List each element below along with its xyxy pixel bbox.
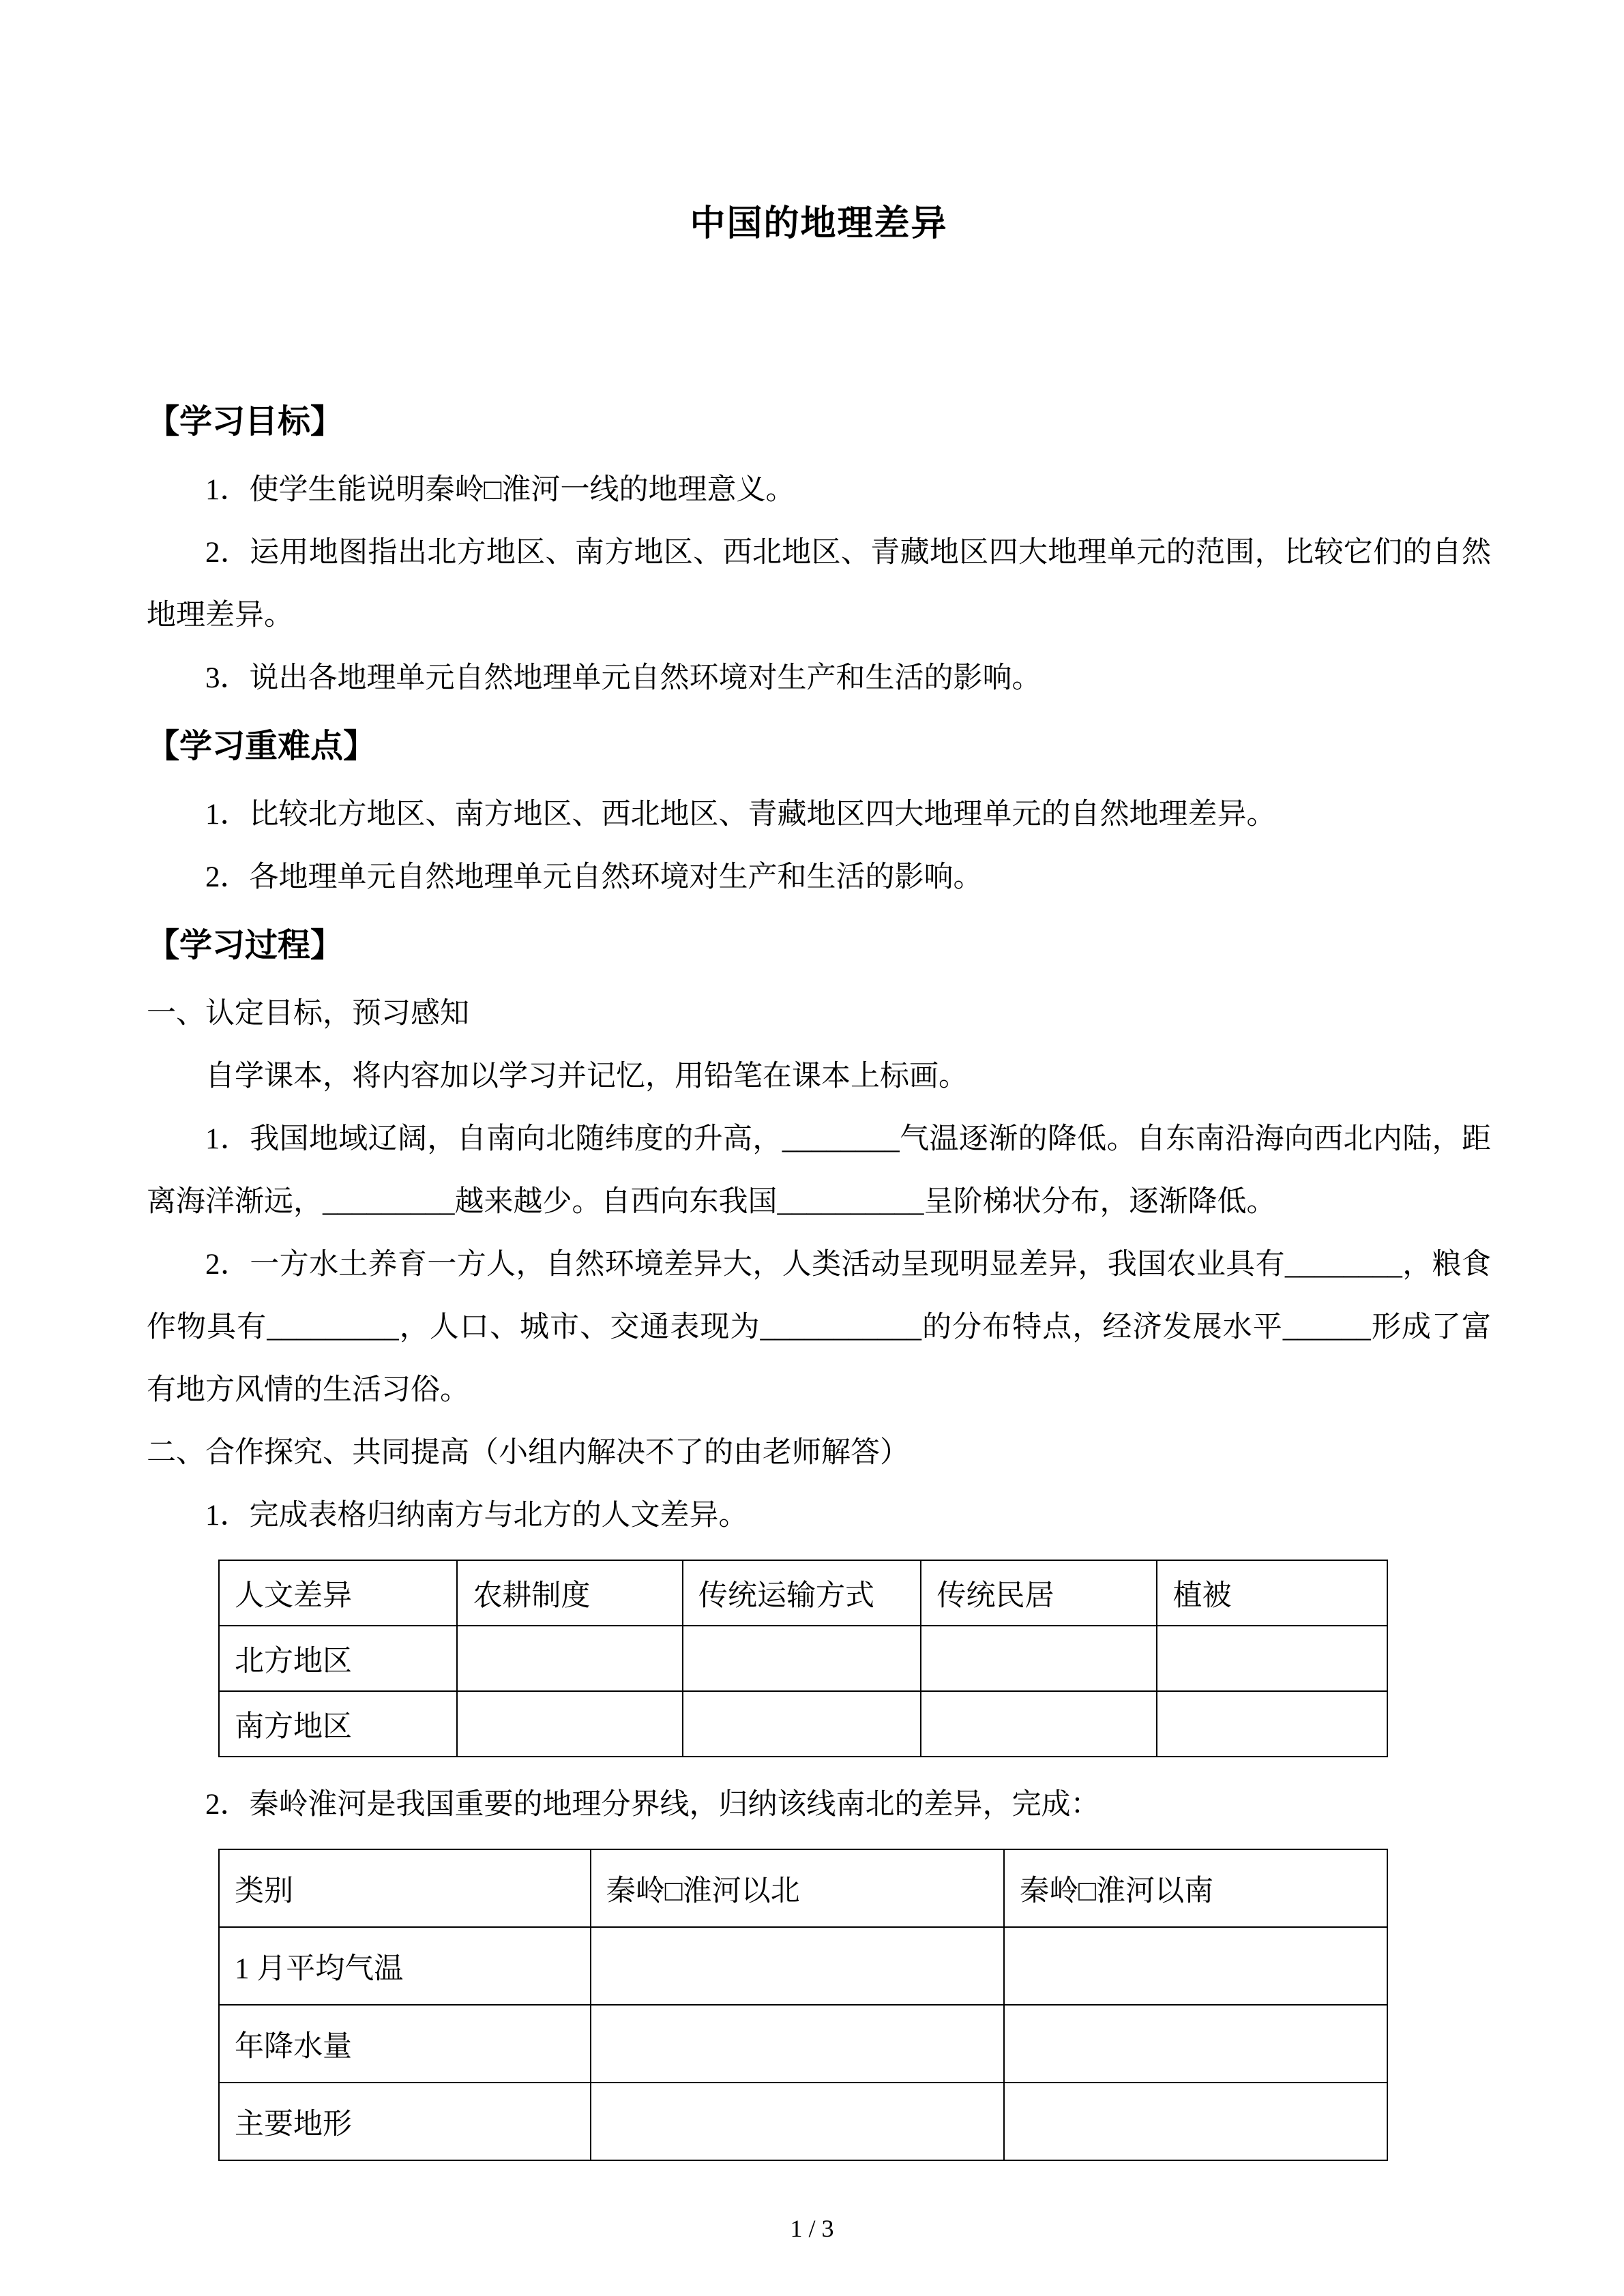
- objectives-item-3: 3．说出各地理单元自然地理单元自然环境对生产和生活的影响。: [205, 662, 1042, 694]
- key-points-heading: 【学习重难点】: [147, 728, 377, 764]
- empty-answer-cell: [1004, 1927, 1387, 2005]
- process-part1-item-2: 2．一方水土养育一方人，自然环境差异大，人类活动呈现明显差异，我国农业具有________，粮食作物具有_________，人口、城市、交通表现为___________的分布特点，经济发展水平______形成了富有地方风情的生活习俗。: [147, 1249, 1491, 1406]
- table1-header-cell: 传统运输方式: [683, 1560, 921, 1626]
- section-objectives: [147, 385, 1491, 710]
- table1-header-cell: 农耕制度: [457, 1560, 683, 1626]
- table2-row-label: 1 月平均气温: [219, 1927, 591, 2005]
- table-row: [219, 1927, 1387, 2005]
- task2-label: 2．秦岭淮河是我国重要的地理分界线，归纳该线南北的差异，完成：: [205, 1789, 1100, 1821]
- empty-answer-cell: [921, 1626, 1157, 1691]
- table-row: [219, 2005, 1387, 2083]
- key-points-item-1: 1．比较北方地区、南方地区、西北地区、青藏地区四大地理单元的自然地理差异。: [205, 799, 1276, 831]
- humanities-difference-table: [218, 1560, 1388, 1757]
- objectives-heading: 【学习目标】: [147, 404, 344, 440]
- section-key-points: [147, 710, 1491, 909]
- table2-header-cell: 秦岭□淮河以南: [1004, 1849, 1387, 1927]
- empty-answer-cell: [457, 1626, 683, 1691]
- process-part1-intro: 自学课本，将内容加以学习并记忆，用铅笔在课本上标画。: [205, 1060, 968, 1092]
- objectives-item-2: 2．运用地图指出北方地区、南方地区、西北地区、青藏地区四大地理单元的范围，比较它们的自然地理差异。: [147, 537, 1491, 631]
- table2-row-label: 主要地形: [219, 2083, 591, 2160]
- empty-answer-cell: [1157, 1691, 1387, 1757]
- process-heading: 【学习过程】: [147, 927, 344, 964]
- table-row: [219, 2083, 1387, 2160]
- table1-row-label: 北方地区: [219, 1626, 457, 1691]
- objectives-item-1: 1．使学生能说明秦岭□淮河一线的地理意义。: [205, 474, 795, 506]
- empty-answer-cell: [683, 1691, 921, 1757]
- qinling-huaihe-table: [218, 1849, 1388, 2161]
- key-points-item-2: 2．各地理单元自然地理单元自然环境对生产和生活的影响。: [205, 861, 983, 893]
- table-row: [219, 1691, 1387, 1757]
- section-process: [147, 909, 1491, 2161]
- empty-answer-cell: [457, 1691, 683, 1757]
- page-number: 1 / 3: [790, 2215, 834, 2242]
- task1-label: 1．完成表格归纳南方与北方的人文差异。: [205, 1500, 748, 1532]
- page-title: 中国的地理差异: [690, 205, 948, 243]
- table-header-row: [219, 1560, 1387, 1626]
- process-part1-title: 一、认定目标，预习感知: [147, 998, 469, 1030]
- table2-header-cell: 秦岭□淮河以北: [591, 1849, 1004, 1927]
- empty-answer-cell: [683, 1626, 921, 1691]
- empty-answer-cell: [1157, 1626, 1387, 1691]
- table-row: [219, 1626, 1387, 1691]
- empty-answer-cell: [591, 1927, 1004, 2005]
- empty-answer-cell: [1004, 2083, 1387, 2160]
- table1-header-cell: 传统民居: [921, 1560, 1157, 1626]
- table1-header-cell: 植被: [1157, 1560, 1387, 1626]
- process-part2-title: 二、合作探究、共同提高（小组内解决不了的由老师解答）: [147, 1437, 909, 1469]
- empty-answer-cell: [591, 2083, 1004, 2160]
- process-part1-item-1: 1．我国地域辽阔，自南向北随纬度的升高，________气温逐渐的降低。自东南沿海向西北内陆，距离海洋渐远，_________越来越少。自西向东我国__________呈阶梯状分布，逐渐降低。: [147, 1123, 1491, 1218]
- table2-row-label: 年降水量: [219, 2005, 591, 2083]
- empty-answer-cell: [921, 1691, 1157, 1757]
- table1-header-cell: 人文差异: [219, 1560, 457, 1626]
- empty-answer-cell: [1004, 2005, 1387, 2083]
- table2-header-cell: 类别: [219, 1849, 591, 1927]
- table-header-row: [219, 1849, 1387, 1927]
- table1-row-label: 南方地区: [219, 1691, 457, 1757]
- empty-answer-cell: [591, 2005, 1004, 2083]
